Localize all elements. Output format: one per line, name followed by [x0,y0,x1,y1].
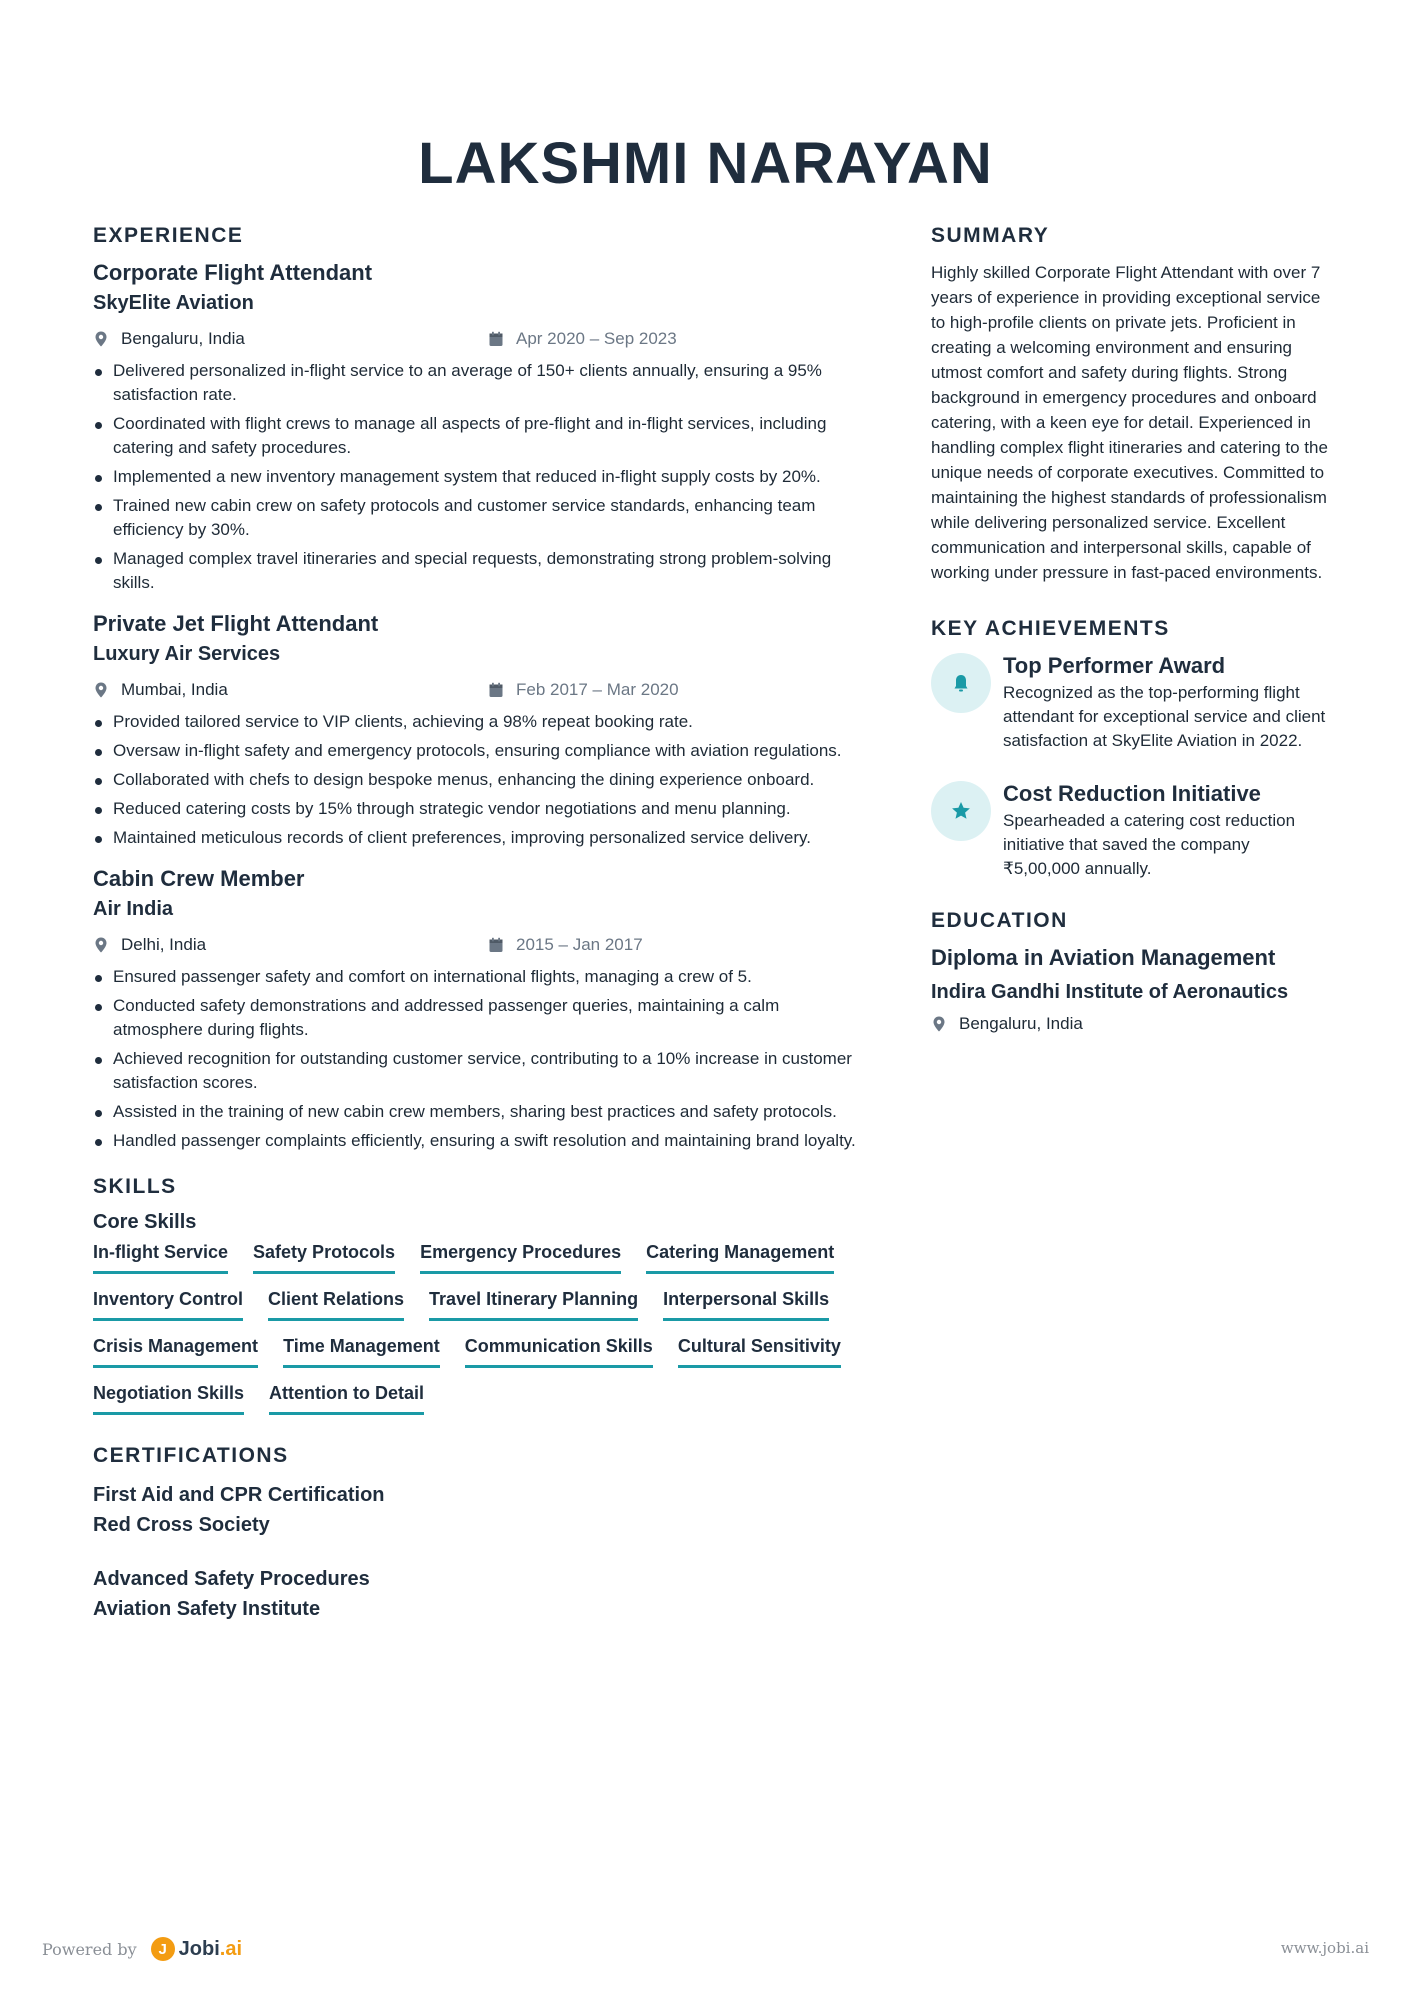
job-location-text: Delhi, India [121,935,207,954]
job-location [93,935,488,955]
experience-heading: EXPERIENCE [93,224,244,247]
job-location-text: Bengaluru, India [121,329,245,348]
education-location-text: Bengaluru, India [959,1014,1083,1033]
skill-chip: Cultural Sensitivity [678,1336,841,1368]
job-title: Corporate Flight Attendant [93,260,373,285]
skill-chip-list [93,1242,873,1430]
job-dates-text: Apr 2020 – Sep 2023 [516,329,677,348]
skill-chip: Travel Itinerary Planning [429,1289,638,1321]
job-meta [93,327,863,351]
skill-chip: Safety Protocols [253,1242,395,1274]
job-list [93,260,863,1153]
job-dates-text: 2015 – Jan 2017 [516,935,643,954]
core-skills-title: Core Skills [93,1211,197,1233]
bell-icon [931,653,991,713]
job-bullet: Conducted safety demonstrations and addressed passenger queries, maintaining a calm atmosphere during flights. [93,994,863,1042]
education-school: Indira Gandhi Institute of Aeronautics [931,981,1289,1003]
powered-by-footer [42,1937,242,1961]
summary-heading: SUMMARY [931,224,1050,247]
job-bullet: Achieved recognition for outstanding customer service, contributing to a 10% increase in customer satisfaction scores. [93,1047,863,1095]
job-bullet: Reduced catering costs by 15% through strategic vendor negotiations and menu planning. [93,797,863,821]
map-pin-icon [931,1016,947,1032]
certifications-section [93,1444,863,1624]
certification-issuer: Red Cross Society [93,1514,270,1536]
achievement-entry [931,653,1331,753]
job-company: SkyElite Aviation [93,292,254,314]
skill-chip: Communication Skills [465,1336,653,1368]
achievement-description: Spearheaded a catering cost reduction initiative that saved the company ₹5,00,000 annually. [1003,811,1296,878]
experience-section [93,224,863,1153]
job-bullet: Managed complex travel itineraries and special requests, demonstrating strong problem-solving skills. [93,547,863,595]
job-meta [93,933,863,957]
skill-chip: Time Management [283,1336,440,1368]
achievement-title: Top Performer Award [1003,653,1226,678]
certification-list [93,1480,863,1624]
achievement-description: Recognized as the top-performing flight attendant for exceptional service and client satisfaction at SkyElite Aviation in 2022. [1003,683,1326,750]
job-company: Air India [93,898,174,920]
education-degree: Diploma in Aviation Management [931,945,1276,970]
job-bullet-list [93,965,863,1153]
job-bullet: Collaborated with chefs to design bespoke menus, enhancing the dining experience onboard. [93,768,863,792]
job-bullet-list [93,359,863,595]
job-location-text: Mumbai, India [121,680,228,699]
jobi-logo-icon: J [151,1937,175,1961]
education-heading: EDUCATION [931,909,1068,932]
skill-chip: Client Relations [268,1289,404,1321]
summary-text: Highly skilled Corporate Flight Attendant with over 7 years of experience in providing exceptional service to high-profile clients on private jets. Proficient in creating a welcoming environment and ensuring utmost comfort and safety during flights. Strong background in emergency procedures and onboard catering, with a keen eye for detail. Experienced in handling complex flight itineraries and catering to the unique needs of corporate executives. Committed to maintaining the highest standards of professionalism while delivering personalized service. Excellent communication and interpersonal skills, capable of working under pressure in fast-paced environments. [931,263,1328,582]
achievements-heading: KEY ACHIEVEMENTS [931,617,1170,640]
job-bullet: Provided tailored service to VIP clients, achieving a 98% repeat booking rate. [93,710,863,734]
job-bullet: Coordinated with flight crews to manage all aspects of pre-flight and in-flight services, including catering and safety procedures. [93,412,863,460]
job-entry [93,866,863,1153]
skill-chip: Crisis Management [93,1336,258,1368]
achievement-body [1003,781,1331,881]
left-column [93,224,863,1648]
job-location [93,329,488,349]
skill-chip: Attention to Detail [269,1383,424,1415]
map-pin-icon [93,937,109,953]
job-bullet: Delivered personalized in-flight service to an average of 150+ clients annually, ensuring a 95% satisfaction rate. [93,359,863,407]
job-bullet: Oversaw in-flight safety and emergency protocols, ensuring compliance with aviation regulations. [93,739,863,763]
brand-name: Jobi [178,1937,220,1960]
job-location [93,680,488,700]
job-bullet-list [93,710,863,850]
achievement-body [1003,653,1331,753]
brand-suffix: .ai [219,1937,243,1960]
skill-chip: Emergency Procedures [420,1242,621,1274]
job-title: Private Jet Flight Attendant [93,611,379,636]
achievement-entry [931,781,1331,881]
powered-by-text: Powered by [42,1939,137,1959]
job-bullet: Implemented a new inventory management system that reduced in-flight supply costs by 20%. [93,465,863,489]
skill-chip: Negotiation Skills [93,1383,244,1415]
calendar-icon [488,331,504,347]
certification-name: Advanced Safety Procedures [93,1568,370,1590]
job-entry [93,260,863,595]
candidate-name: LAKSHMI NARAYAN [418,131,993,196]
achievement-list [931,653,1331,881]
job-meta [93,678,863,702]
job-dates [488,329,677,349]
skill-chip: In-flight Service [93,1242,228,1274]
job-company: Luxury Air Services [93,643,281,665]
achievement-title: Cost Reduction Initiative [1003,781,1261,806]
skills-section [93,1175,863,1430]
job-dates [488,935,643,955]
certifications-heading: CERTIFICATIONS [93,1444,289,1467]
certification-name: First Aid and CPR Certification [93,1484,385,1506]
calendar-icon [488,682,504,698]
skill-chip: Inventory Control [93,1289,243,1321]
job-bullet: Handled passenger complaints efficiently, ensuring a swift resolution and maintaining brand loyalty. [93,1129,863,1153]
job-title: Cabin Crew Member [93,866,305,891]
education-location [931,1014,1331,1034]
skill-chip: Interpersonal Skills [663,1289,829,1321]
website-url-link[interactable]: www.jobi.ai [1280,1939,1369,1957]
jobi-brand-link[interactable] [151,1937,242,1961]
job-bullet: Maintained meticulous records of client preferences, improving personalized service delivery. [93,826,863,850]
job-bullet: Ensured passenger safety and comfort on international flights, managing a crew of 5. [93,965,863,989]
right-column [931,224,1331,1034]
star-icon [931,781,991,841]
job-dates-text: Feb 2017 – Mar 2020 [516,680,679,699]
calendar-icon [488,937,504,953]
job-bullet: Trained new cabin crew on safety protocols and customer service standards, enhancing team efficiency by 30%. [93,494,863,542]
certification-entry [93,1480,863,1540]
map-pin-icon [93,331,109,347]
skills-heading: SKILLS [93,1175,177,1198]
job-bullet: Assisted in the training of new cabin crew members, sharing best practices and safety protocols. [93,1100,863,1124]
map-pin-icon [93,682,109,698]
job-dates [488,680,679,700]
job-entry [93,611,863,850]
skill-chip: Catering Management [646,1242,834,1274]
certification-issuer: Aviation Safety Institute [93,1598,321,1620]
certification-entry [93,1564,863,1624]
